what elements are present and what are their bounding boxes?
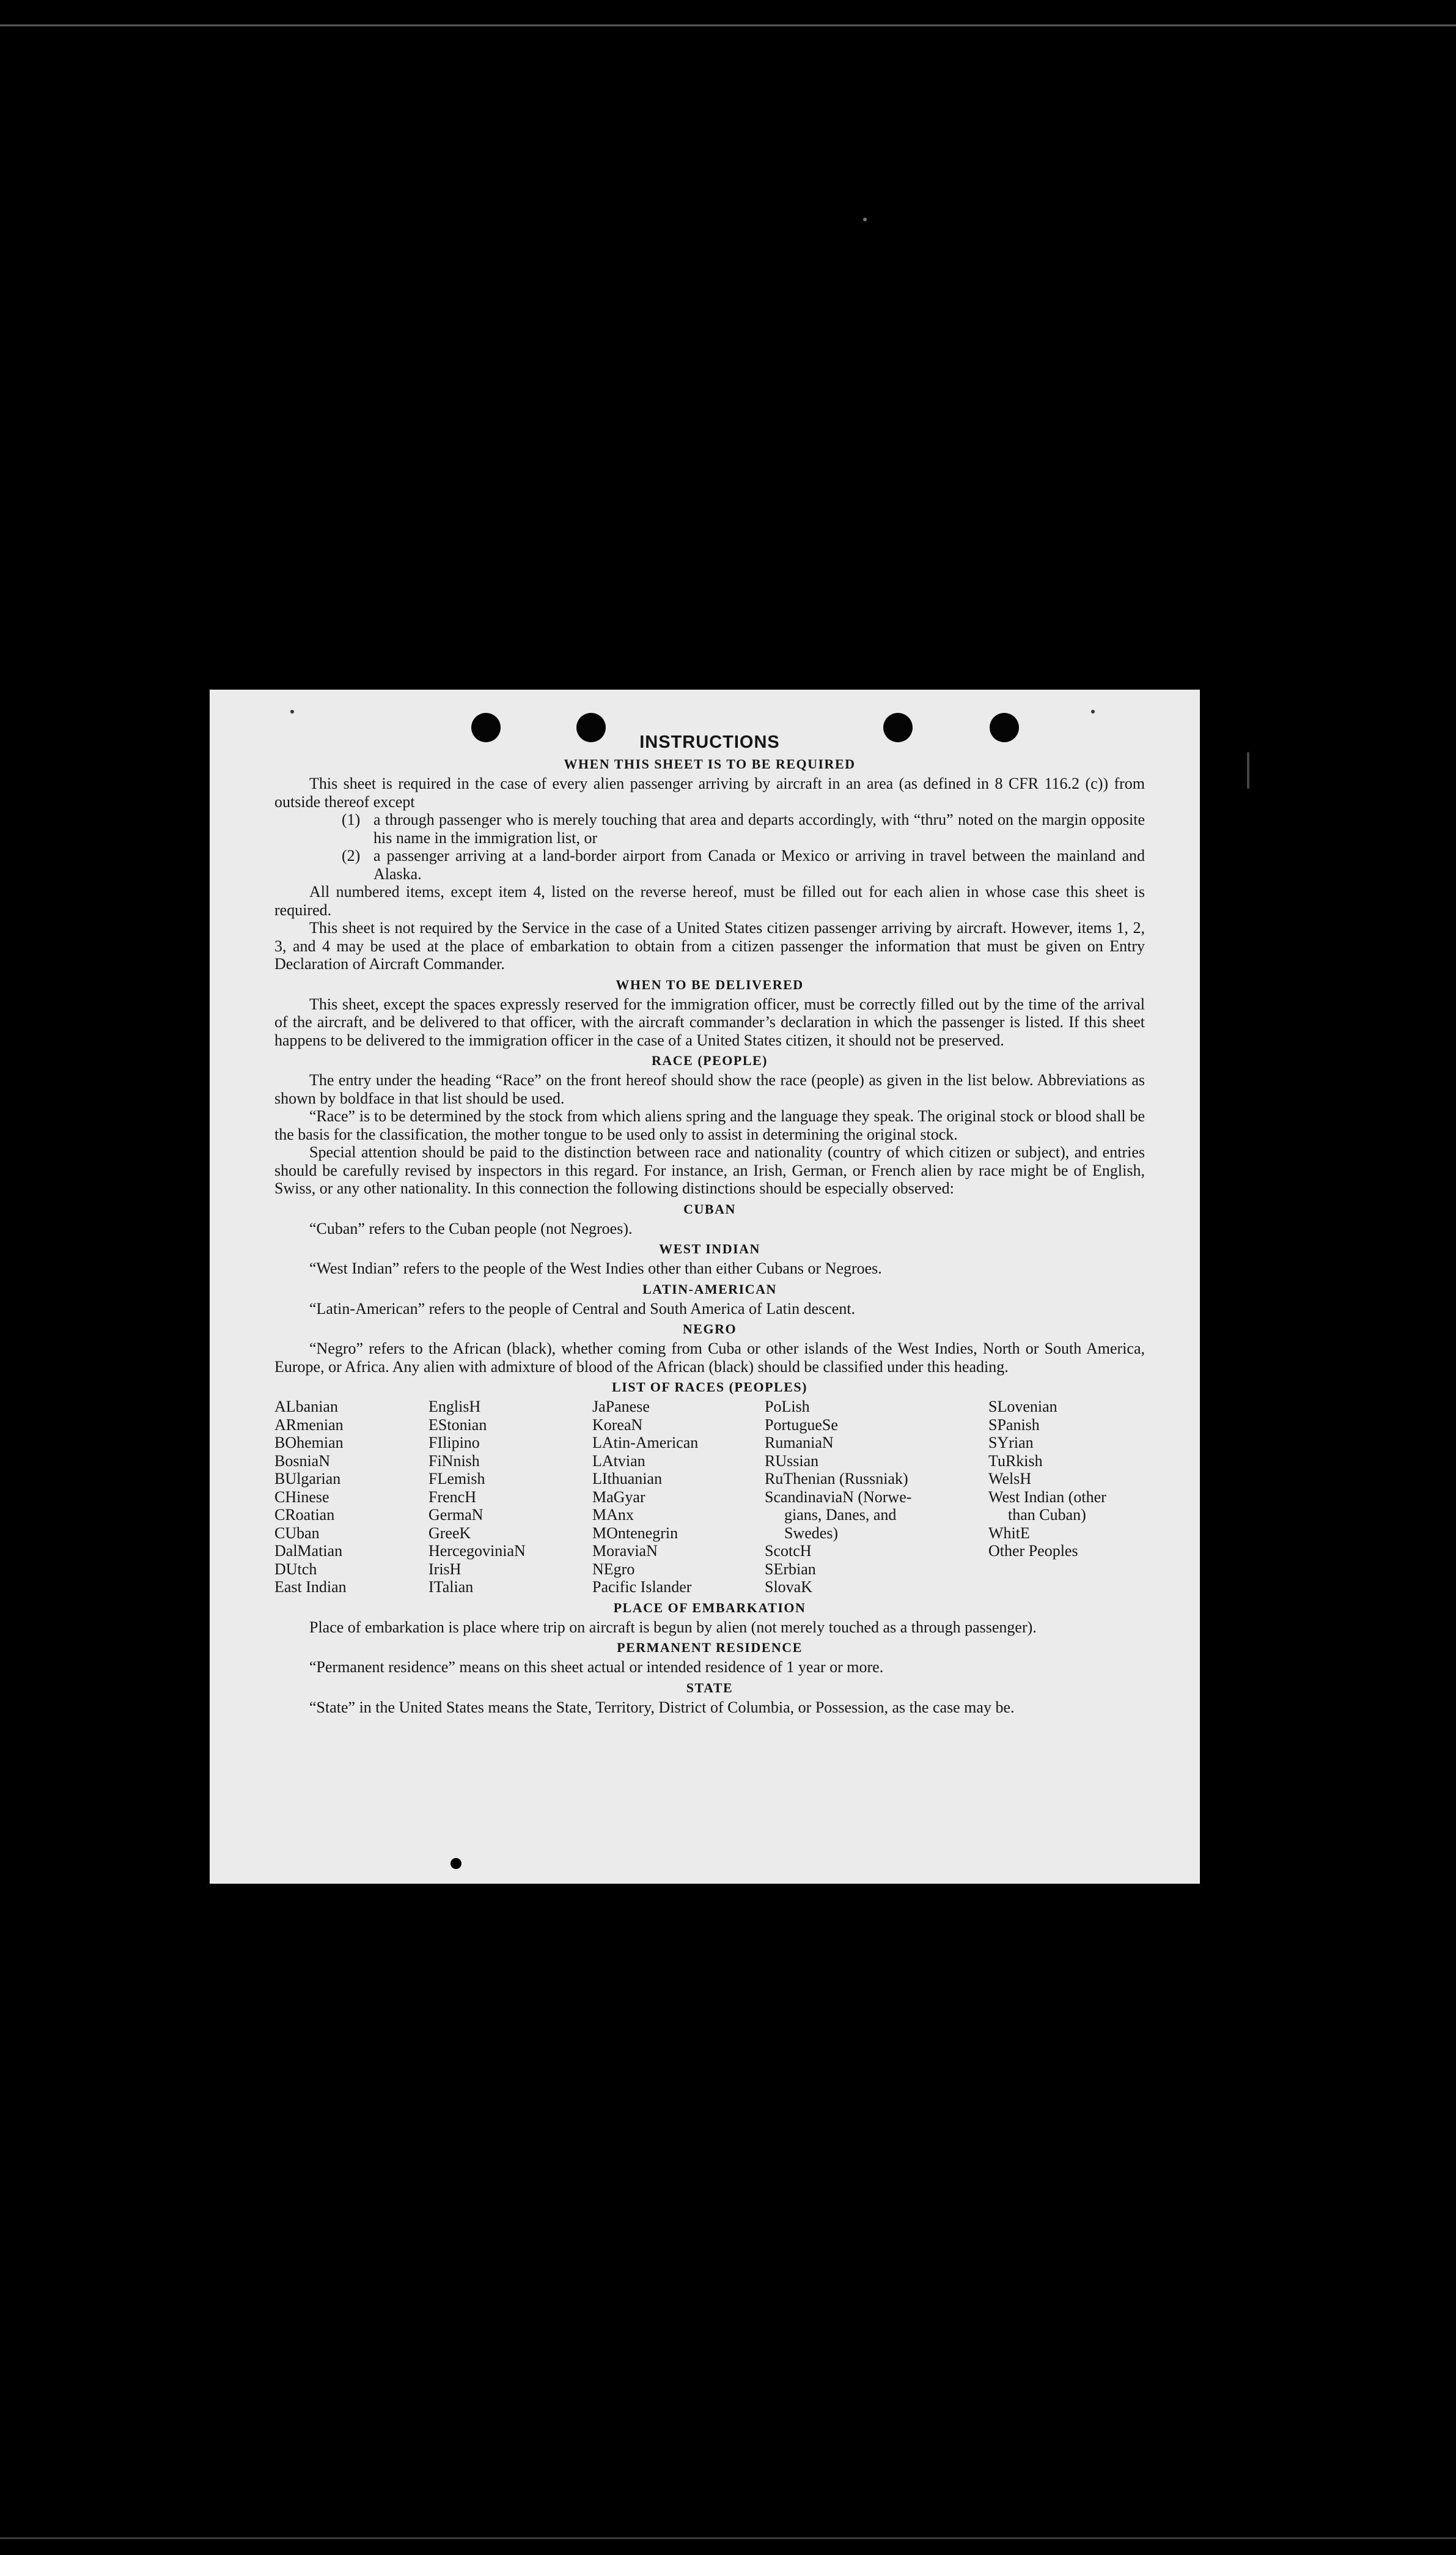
section-heading-when-delivered: WHEN TO BE DELIVERED	[616, 976, 804, 992]
paragraph: Place of embarkation is place where trip on aircraft is begun by alien (not merely touched as a through passenger).	[309, 1618, 1037, 1636]
race-entry: gians, Danes, and	[784, 1506, 897, 1524]
race-entry: CHinese	[274, 1488, 329, 1506]
paragraph: “State” in the United States means the State, Territory, District of Columbia, or Possession, as the case may be.	[309, 1698, 1015, 1716]
section-heading-latin-american: LATIN-AMERICAN	[642, 1281, 777, 1297]
paragraph: “Permanent residence” means on this sheet actual or intended residence of 1 year or more.	[309, 1658, 884, 1676]
item-text: a through passenger who is merely touching that area and departs accordingly, with “thru” noted on the margin opposite his name in the immigration list, or	[373, 811, 1145, 847]
exception-item	[342, 847, 1145, 883]
race-entry: MAnx	[592, 1506, 634, 1524]
paragraph: “West Indian” refers to the people of the West Indies other than either Cubans or Negroes.	[309, 1259, 882, 1277]
section-heading-place-of-embarkation: PLACE OF EMBARKATION	[613, 1599, 806, 1615]
page-title: INSTRUCTIONS	[639, 732, 780, 752]
section-heading-race: RACE (PEOPLE)	[652, 1053, 768, 1068]
race-entry: PortugueSe	[765, 1415, 838, 1434]
paragraph: Special attention should be paid to the distinction between race and nationality (country of which citizen or subject), and entries should be carefully revised by inspectors in this regard. For instance, an Irish, German, or French alien by race might be of English, Swiss, or any other nationality. In this connection the following distinctions should be especially observed:	[274, 1143, 1145, 1197]
section-heading-list-of-races: LIST OF RACES (PEOPLES)	[612, 1379, 807, 1395]
race-entry: ARmenian	[274, 1415, 344, 1434]
race-entry: than Cuban)	[1008, 1506, 1086, 1524]
races-list	[274, 1398, 1145, 1596]
race-entry: JaPanese	[592, 1398, 650, 1415]
paragraph: “Race” is to be determined by the stock from which aliens spring and the language they speak. The original stock or blood shall be the basis for the classification, the mother tongue to be used only to assist in determining the original stock.	[274, 1107, 1145, 1143]
race-entry: PoLish	[765, 1398, 810, 1415]
races-column	[592, 1398, 765, 1596]
section-heading-state: STATE	[686, 1679, 734, 1695]
race-entry: TuRkish	[988, 1451, 1043, 1470]
races-column	[765, 1398, 988, 1596]
race-entry: GreeK	[428, 1524, 471, 1542]
item-number: (2)	[342, 847, 361, 865]
race-entry: CUban	[274, 1524, 320, 1542]
page-mark	[290, 710, 294, 713]
punch-hole	[990, 713, 1019, 742]
film-bottom-edge	[0, 2537, 1456, 2539]
race-entry: EnglisH	[428, 1398, 481, 1415]
race-entry: ScotcH	[765, 1542, 812, 1560]
race-entry: SErbian	[765, 1560, 816, 1578]
race-entry: NEgro	[592, 1560, 635, 1578]
races-column	[274, 1398, 428, 1596]
race-entry: GermaN	[428, 1506, 483, 1524]
race-entry: MoraviaN	[592, 1542, 658, 1560]
race-entry: East Indian	[274, 1578, 347, 1596]
paragraph: “Negro” refers to the African (black), whether coming from Cuba or other islands of the West Indies, North or South America, Europe, or Africa. Any alien with admixture of blood of the African (black) should be classified under this heading.	[274, 1340, 1145, 1376]
race-entry: Pacific Islander	[592, 1578, 692, 1596]
punch-hole	[576, 713, 606, 742]
section-heading-permanent-residence: PERMANENT RESIDENCE	[617, 1640, 803, 1655]
paragraph: All numbered items, except item 4, listed on the reverse hereof, must be filled out for each alien in whose case this sheet is required.	[274, 883, 1145, 919]
section-heading-west-indian: WEST INDIAN	[659, 1241, 760, 1256]
race-entry: FLemish	[428, 1470, 485, 1488]
race-entry: BOhemian	[274, 1434, 344, 1451]
race-entry: MaGyar	[592, 1488, 645, 1506]
paragraph: “Cuban” refers to the Cuban people (not Negroes).	[309, 1219, 633, 1237]
race-entry: DUtch	[274, 1560, 317, 1578]
races-column	[428, 1398, 592, 1596]
race-entry: IrisH	[428, 1560, 461, 1578]
item-number: (1)	[342, 811, 361, 828]
race-entry: West Indian (other	[988, 1488, 1106, 1506]
paragraph: The entry under the heading “Race” on the front hereof should show the race (people) as given in the list below. Abbreviations as shown by boldface in that list should be used.	[274, 1071, 1145, 1107]
section-heading-cuban: CUBAN	[683, 1201, 736, 1217]
race-entry: LAtin-American	[592, 1434, 699, 1451]
race-entry: LIthuanian	[592, 1470, 663, 1488]
film-artifact	[1247, 752, 1249, 789]
item-text: a passenger arriving at a land-border airport from Canada or Mexico or arriving in travel between the mainland and Alaska.	[373, 847, 1145, 883]
race-entry: Swedes)	[784, 1524, 839, 1542]
race-entry: FrencH	[428, 1488, 476, 1506]
paragraph: This sheet is not required by the Service in the case of a United States citizen passenger arriving by aircraft. However, items 1, 2, 3, and 4 may be used at the place of embarkation to obtain from a citizen passenger the information that must be given on Entry Declaration of Aircraft Commander.	[274, 919, 1145, 973]
film-speck	[863, 218, 867, 221]
punch-hole	[883, 713, 913, 742]
race-entry: Other Peoples	[988, 1542, 1078, 1560]
race-entry: RuThenian (Russniak)	[765, 1470, 908, 1488]
race-entry: RumaniaN	[765, 1434, 834, 1451]
paragraph: This sheet is required in the case of every alien passenger arriving by aircraft in an area (as defined in 8 CFR 116.2 (c)) from outside thereof except	[274, 775, 1145, 811]
races-column	[988, 1398, 1145, 1596]
section-heading-negro: NEGRO	[682, 1321, 737, 1336]
race-entry: FIlipino	[428, 1434, 480, 1451]
race-entry: RUssian	[765, 1451, 819, 1470]
race-entry: ALbanian	[274, 1398, 338, 1415]
film-top-edge	[0, 24, 1456, 26]
race-entry: DalMatian	[274, 1542, 343, 1560]
race-entry: HercegoviniaN	[428, 1542, 526, 1560]
paragraph: This sheet, except the spaces expressly reserved for the immigration officer, must be correctly filled out by the time of the arrival of the aircraft, and be delivered to that officer, with the aircraft commander’s declaration in which the passenger is listed. If this sheet happens to be delivered to the immigration officer in the case of a United States citizen, it should not be preserved.	[274, 995, 1145, 1049]
race-entry: SlovaK	[765, 1578, 812, 1596]
race-entry: ITalian	[428, 1578, 474, 1596]
race-entry: FiNnish	[428, 1451, 480, 1470]
race-entry: WhitE	[988, 1524, 1030, 1542]
race-entry: WelsH	[988, 1470, 1032, 1488]
race-entry: SLovenian	[988, 1398, 1057, 1415]
race-entry: KoreaN	[592, 1415, 643, 1434]
race-entry: BosniaN	[274, 1451, 330, 1470]
race-entry: EStonian	[428, 1415, 487, 1434]
paragraph: “Latin-American” refers to the people of Central and South America of Latin descent.	[309, 1299, 856, 1318]
race-entry: SPanish	[988, 1415, 1040, 1434]
race-entry: MOntenegrin	[592, 1524, 678, 1542]
instruction-sheet	[210, 690, 1200, 1884]
page-mark	[1091, 710, 1095, 713]
race-entry: CRoatian	[274, 1506, 335, 1524]
race-entry: LAtvian	[592, 1451, 645, 1470]
page-dot	[450, 1858, 461, 1869]
section-heading-when-required: WHEN THIS SHEET IS TO BE REQUIRED	[564, 756, 856, 772]
race-entry: SYrian	[988, 1434, 1034, 1451]
race-entry: ScandinaviaN (Norwe-	[765, 1488, 912, 1506]
exception-item	[342, 811, 1145, 847]
race-entry: BUlgarian	[274, 1470, 341, 1488]
punch-hole	[471, 713, 501, 742]
